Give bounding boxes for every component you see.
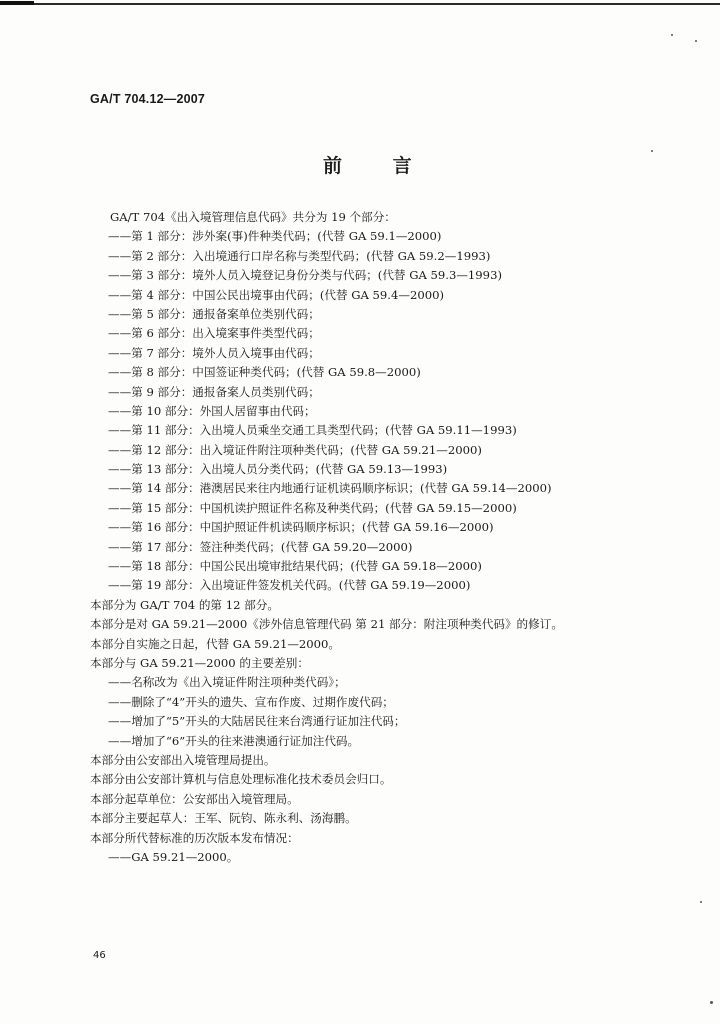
- history-item: ——GA 59.21—2000。: [108, 849, 239, 864]
- scan-speck: [671, 34, 673, 36]
- closing-line: 本部分由公安部计算机与信息处理标准化技术委员会归口。: [90, 772, 392, 787]
- difference-item: ——增加了“6”开头的往来港澳通行证加注代码。: [108, 733, 360, 748]
- part-item: ——第 18 部分：中国公民出境审批结果代码；(代替 GA 59.18—2000): [108, 559, 482, 574]
- difference-item: ——增加了“5”开头的大陆居民往来台湾通行证加注代码；: [108, 714, 406, 729]
- part-item: ——第 19 部分：入出境证件签发机关代码。(代替 GA 59.19—2000): [108, 578, 471, 593]
- scan-speck: [651, 150, 653, 152]
- page-number: 46: [93, 950, 106, 961]
- top-border-line: [0, 3, 720, 5]
- closing-line: 本部分起草单位：公安部出入境管理局。: [90, 791, 299, 806]
- statements-block: [90, 596, 690, 674]
- part-item: ——第 4 部分：中国公民出境事由代码；(代替 GA 59.4—2000): [108, 287, 444, 302]
- part-item: ——第 17 部分：签注种类代码；(代替 GA 59.20—2000): [108, 539, 413, 554]
- closing-line: 本部分所代替标准的历次版本发布情况：: [90, 830, 299, 845]
- part-item: ——第 8 部分：中国签证种类代码；(代替 GA 59.8—2000): [108, 365, 421, 380]
- part-item: ——第 9 部分：通报备案人员类别代码；: [108, 384, 320, 399]
- part-item: ——第 14 部分：港澳居民来往内地通行证机读码顺序标识；(代替 GA 59.14—2000): [108, 481, 552, 496]
- closing-line: 本部分主要起草人：王军、阮钧、陈永利、汤海鹏。: [90, 811, 357, 826]
- page-title: 前 言: [323, 155, 434, 177]
- part-item: ——第 6 部分：出入境案事件类型代码；: [108, 326, 320, 341]
- history-list: [90, 848, 690, 867]
- part-item: ——第 15 部分：中国机读护照证件名称及种类代码；(代替 GA 59.15—2000): [108, 500, 517, 515]
- part-item: ——第 13 部分：入出境人员分类代码；(代替 GA 59.13—1993): [108, 462, 448, 477]
- part-item: ——第 16 部分：中国护照证件机读码顺序标识；(代替 GA 59.16—2000): [108, 520, 494, 535]
- part-item: ——第 3 部分：境外人员入境登记身份分类与代码；(代替 GA 59.3—1993): [108, 268, 502, 283]
- intro-line: GA/T 704《出入境管理信息代码》共分为 19 个部分：: [110, 210, 396, 224]
- part-item: ——第 12 部分：出入境证件附注项种类代码；(代替 GA 59.21—2000): [108, 442, 482, 457]
- top-border-mark: [0, 1, 34, 5]
- part-item: ——第 11 部分：入出境人员乘坐交通工具类型代码；(代替 GA 59.11—1993): [108, 423, 517, 438]
- statement-line: 本部分为 GA/T 704 的第 12 部分。: [90, 597, 279, 612]
- scan-speck: [695, 40, 697, 42]
- differences-list: [90, 673, 690, 751]
- statement-line: 本部分是对 GA 59.21—2000《涉外信息管理代码 第 21 部分：附注项种类代码》的修订。: [90, 617, 563, 632]
- statement-line: 本部分与 GA 59.21—2000 的主要差别：: [90, 655, 309, 670]
- difference-item: ——删除了“4”开头的遗失、宣布作废、过期作废代码；: [108, 694, 394, 709]
- scan-speck: [700, 901, 702, 903]
- parts-list: [90, 227, 690, 595]
- part-item: ——第 2 部分：入出境通行口岸名称与类型代码；(代替 GA 59.2—1993): [108, 248, 491, 263]
- part-item: ——第 7 部分：境外人员入境事由代码；: [108, 345, 320, 360]
- scan-speck: [710, 1001, 713, 1004]
- statement-line: 本部分自实施之日起，代替 GA 59.21—2000。: [90, 636, 341, 651]
- part-item: ——第 5 部分：通报备案单位类别代码；: [108, 306, 320, 321]
- part-item: ——第 1 部分：涉外案(事)件种类代码；(代替 GA 59.1—2000): [108, 229, 442, 244]
- difference-item: ——名称改为《出入境证件附注项种类代码》；: [108, 675, 346, 690]
- part-item: ——第 10 部分：外国人居留事由代码；: [108, 403, 316, 418]
- closing-line: 本部分由公安部出入境管理局提出。: [90, 752, 276, 767]
- foreword-body: [90, 208, 690, 867]
- standard-code-header: GA/T 704.12—2007: [90, 92, 206, 106]
- closing-block: [90, 751, 690, 848]
